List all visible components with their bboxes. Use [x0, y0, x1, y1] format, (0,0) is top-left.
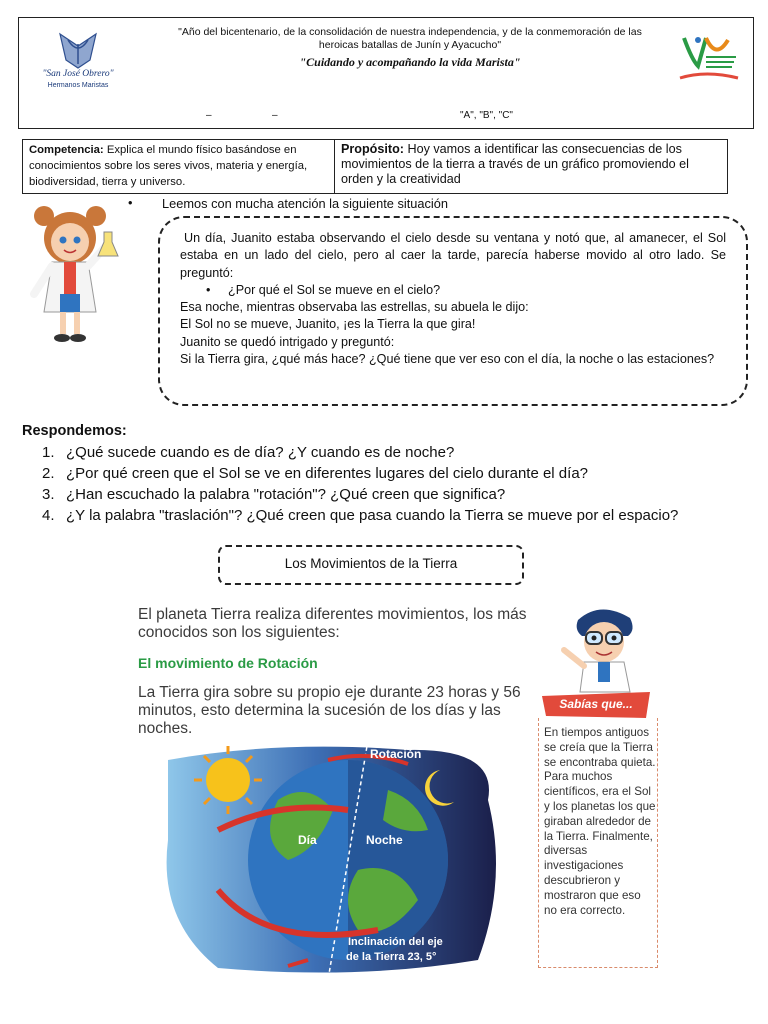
textbook-body: La Tierra gira sobre su propio eje durante 23 horas y 56 minutos, esto determina la sucesión de los días y las noches. — [138, 684, 521, 737]
fig-label-incl-1: Inclinación del eje — [348, 936, 443, 948]
logo-sub-text: Hermanos Maristas — [47, 82, 109, 89]
proposito-label: Propósito: — [341, 142, 404, 156]
fig-label-dia: Día — [298, 833, 317, 847]
marist-logo — [676, 30, 742, 86]
question-text: ¿Han escuchado la palabra "rotación"? ¿Qué creen que significa? — [66, 486, 506, 503]
story-question-text: ¿Por qué el Sol se mueve en el cielo? — [228, 282, 441, 297]
textbook-heading: El movimiento de Rotación — [138, 655, 318, 671]
fig-label-noche: Noche — [366, 833, 403, 847]
competency-table — [22, 139, 728, 194]
intro-text: Leemos con mucha atención la siguiente situación — [162, 196, 448, 211]
fig-label-rotacion: Rotación — [370, 747, 422, 761]
school-logo — [30, 30, 126, 94]
header-slogan: "Cuidando y acompañando la vida Marista" — [299, 55, 521, 69]
question-item — [42, 442, 682, 463]
story-paragraph: Juanito se quedó intrigado y preguntó: — [180, 334, 395, 349]
question-number: 1. — [42, 444, 55, 461]
story-text — [180, 230, 726, 368]
respond-title: Respondemos: — [22, 423, 127, 439]
proposito-cell — [335, 140, 727, 193]
earth-rotation-figure — [158, 740, 528, 980]
story-paragraph: Un día, Juanito estaba observando el cielo desde su ventana y notó que, al amanecer, el Sol estaba en un lado del cielo, pero al caer la tarde, parecía haberse movido al otro lado. Se preguntó: — [180, 231, 726, 280]
question-list — [42, 442, 682, 526]
question-number: 3. — [42, 486, 55, 503]
story-paragraph: Esa noche, mientras observaba las estrellas, su abuela le dijo: — [180, 300, 529, 315]
question-text: ¿Y la palabra "traslación"? ¿Qué creen que pasa cuando la Tierra se mueve por el espacio? — [66, 507, 679, 524]
sabias-text: En tiempos antiguos se creía que la Tierra se encontraba quieta. Para muchos científicos, era el Sol y los planetas los que giraban alrededor de la Tierra. Finalmente, diversas investigaciones descubrieron y mostraron que eso no era correcto. — [544, 726, 656, 917]
story-paragraph: El Sol no se mueve, Juanito, ¡es la Tierra la que gira! — [180, 317, 476, 332]
question-item — [42, 505, 682, 526]
story-question — [180, 282, 726, 299]
proposito-text: Hoy vamos a identificar las consecuencias de los movimientos de la tierra a través de un gráfico promoviendo el orden y la creatividad — [341, 142, 689, 186]
logo-name-text: "San José Obrero" — [42, 69, 114, 79]
header-sections: "A", "B", "C" — [460, 110, 513, 121]
topic-title: Los Movimientos de la Tierra — [284, 556, 458, 571]
competencia-cell — [23, 140, 335, 193]
question-item — [42, 463, 682, 484]
bullet-dot: • — [128, 195, 133, 210]
story-paragraph: Si la Tierra gira, ¿qué más hace? ¿Qué tiene que ver eso con el día, la noche o las estaciones? — [180, 352, 715, 367]
question-text: ¿Qué sucede cuando es de día? ¿Y cuando es de noche? — [66, 444, 455, 461]
textbook-intro: El planeta Tierra realiza diferentes movimientos, los más conocidos son los siguientes: — [138, 606, 527, 641]
girl-scientist-illustration — [20, 202, 120, 347]
sabias-label: Sabías que... — [559, 697, 633, 711]
question-item — [42, 484, 682, 505]
question-text: ¿Por qué creen que el Sol se ve en diferentes lugares del cielo durante el día? — [66, 465, 588, 482]
competencia-label: Competencia: — [29, 144, 104, 156]
fig-label-incl-2: de la Tierra 23, 5° — [346, 951, 437, 963]
bullet-dot: • — [206, 282, 211, 297]
question-number: 4. — [42, 507, 55, 524]
header-motto: "Año del bicentenario, de la consolidación de nuestra independencia, y de la conmemoración de las heroicas batallas de Junín y Ayacucho" — [178, 26, 642, 51]
competencia-text: Explica el mundo físico basándose en conocimientos sobre los seres vivos, materia y energía, biodiversidad, tierra y universo. — [29, 144, 308, 188]
question-number: 2. — [42, 465, 55, 482]
header-dash: – — [206, 110, 212, 121]
header-dash: – — [272, 110, 278, 121]
